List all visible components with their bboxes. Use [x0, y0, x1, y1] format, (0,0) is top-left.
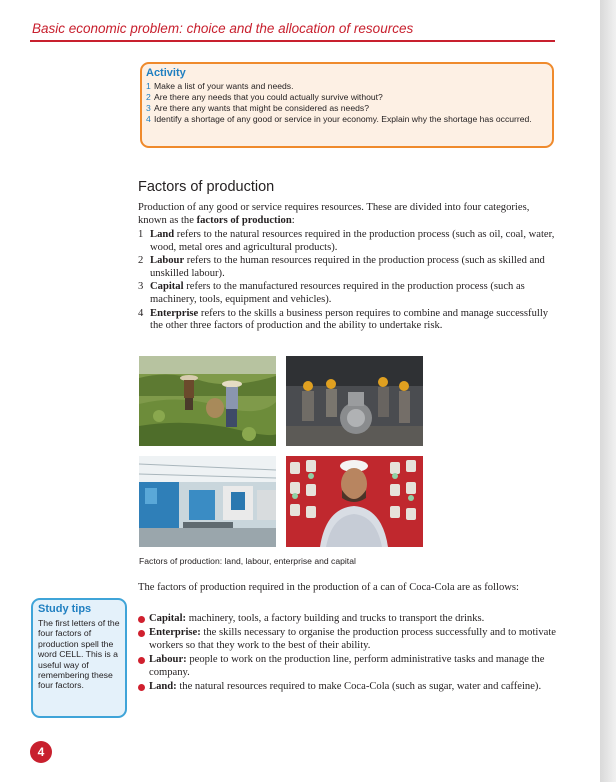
coke-factor-text: [149, 613, 484, 625]
factor-description: refers to the natural resources required in the production process (such as oil, coal, water, wood, metal ores and agricultural products).: [150, 229, 555, 253]
coke-factor-text: [149, 681, 541, 693]
bullet-dot-icon: [138, 616, 149, 623]
factors-intro: [138, 202, 556, 227]
photo-land-tea-pickers: [139, 356, 276, 446]
factor-text: [150, 308, 556, 333]
factor-description: refers to the skills a business person requires to combine and manage successfully the other three factors of production and the ability to undertake risk.: [150, 307, 549, 332]
activity-list: [146, 81, 544, 125]
coke-factor-description: the natural resources required to make Coca-Cola (such as sugar, water and caffeine).: [176, 681, 542, 693]
photo-enterprise-shopkeeper: [286, 456, 423, 547]
page-edge: [600, 0, 616, 782]
page-number: 4: [30, 741, 52, 763]
coke-factor-term: Capital:: [149, 613, 187, 624]
factor-item: [138, 308, 556, 333]
activity-item-text: Make a list of your wants and needs.: [154, 81, 294, 91]
activity-item: [146, 103, 544, 114]
activity-item-text: Identify a shortage of any good or service in your economy. Explain why the shortage has occurred.: [154, 114, 532, 124]
study-tips-box: [31, 598, 127, 718]
factor-item: [138, 281, 556, 306]
factor-term: Capital: [150, 281, 184, 293]
activity-box: [140, 62, 554, 148]
activity-item: [146, 114, 544, 125]
factor-number: 3: [138, 281, 144, 293]
coke-factor-term: Labour:: [149, 654, 187, 666]
coke-factor-term: Enterprise:: [149, 627, 201, 639]
factor-term: Enterprise: [150, 307, 199, 319]
photo-capital-factory: [139, 456, 276, 547]
study-tips-body: The first letters of the four factors of production spell the word CELL. This is a useful way of remembering these four factors.: [38, 618, 120, 691]
photo-caption: Factors of production: land, labour, enterprise and capital: [139, 556, 356, 566]
coke-intro: The factors of production required in the production of a can of Coca-Cola are as follows:: [138, 582, 519, 593]
coke-factor-text: [149, 627, 558, 652]
coke-factor-description: people to work on the production line, perform administrative tasks and manage the company.: [149, 654, 545, 678]
factor-text: [150, 229, 556, 254]
intro-text-end: :: [291, 214, 295, 226]
coke-factor-list: [138, 613, 558, 695]
coke-factor-item: [138, 627, 558, 652]
coke-factor-text: [149, 654, 558, 679]
activity-item-number: 2: [146, 92, 151, 102]
coke-factor-item: [138, 654, 558, 679]
coke-factor-item: [138, 681, 558, 693]
factor-number: 1: [138, 229, 144, 240]
activity-item: [146, 81, 544, 92]
bullet-dot-icon: [138, 630, 149, 637]
factor-term: Labour: [150, 255, 185, 267]
activity-item-number: 1: [146, 81, 151, 91]
activity-item-number: 4: [146, 114, 151, 124]
activity-item: [146, 92, 544, 103]
activity-item-text: Are there any needs that you could actually survive without?: [154, 92, 383, 102]
section-heading: Factors of production: [138, 179, 275, 195]
activity-title: Activity: [146, 67, 186, 79]
factor-description: refers to the manufactured resources required in the production process (such as machinery, tools, equipment and vehicles).: [150, 281, 525, 305]
factor-number: 4: [138, 307, 144, 319]
factor-list: [138, 229, 556, 334]
activity-item-number: 3: [146, 103, 151, 113]
coke-factor-description: the skills necessary to organise the production process successfully and to motivate workers so that they work to the best of their ability.: [149, 627, 556, 651]
running-head: Basic economic problem: choice and the allocation of resources: [32, 21, 414, 36]
factor-term: Land: [150, 229, 175, 240]
coke-factor-term: Land:: [149, 681, 177, 693]
bullet-dot-icon: [138, 684, 149, 691]
header-rule: [30, 40, 555, 42]
bullet-dot-icon: [138, 657, 149, 664]
factor-item: [138, 229, 556, 254]
factor-text: [150, 255, 556, 280]
factor-item: [138, 255, 556, 280]
study-tips-title: Study tips: [38, 603, 92, 615]
intro-text: Production of any good or service requires resources. These are divided into four categories, known as the: [138, 202, 530, 226]
intro-bold-term: factors of production: [196, 214, 292, 226]
coke-factor-item: [138, 613, 558, 625]
factor-number: 2: [138, 255, 144, 267]
activity-item-text: Are there any wants that might be considered as needs?: [154, 103, 369, 113]
factor-text: [150, 281, 556, 306]
coke-factor-description: machinery, tools, a factory building and trucks to transport the drinks.: [186, 613, 485, 624]
photo-labour-workers: [286, 356, 423, 446]
factor-description: refers to the human resources required in the production process (such as skilled and unskilled labour).: [150, 255, 545, 279]
